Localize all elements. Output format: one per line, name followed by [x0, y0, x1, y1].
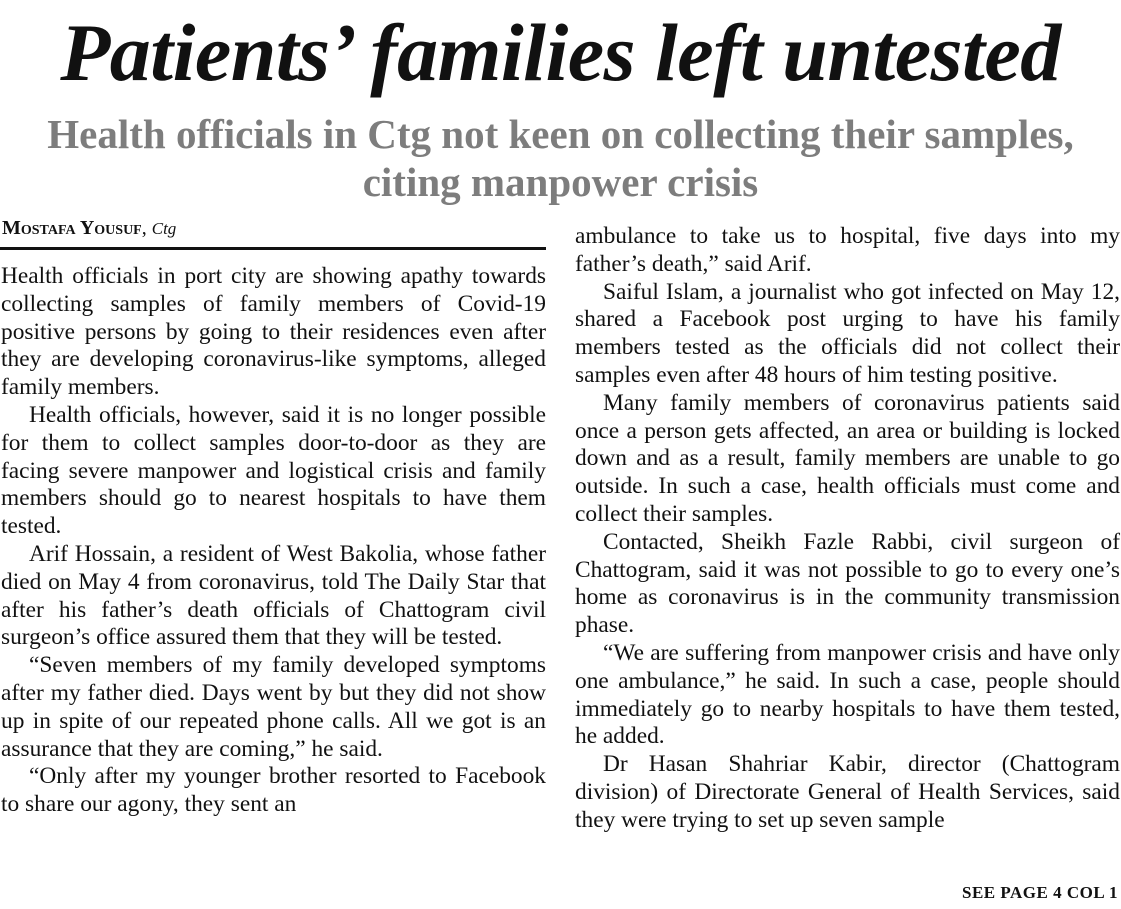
byline-separator: , — [141, 217, 152, 239]
article-column-right — [575, 223, 1120, 835]
paragraph: “Only after my younger brother resorted to Facebook to share our agony, they sent an — [1, 763, 546, 818]
paragraph: Health officials, however, said it is no longer possible for them to collect samples door-to-door as they are facing severe manpower and logistical crisis and family members should go to nearest hospitals to have them tested. — [1, 401, 546, 540]
continuation-jump: SEE PAGE 4 COL 1 — [962, 883, 1118, 902]
paragraph: “We are suffering from manpower crisis and have only one ambulance,” he said. In such a case, people should immediately go to nearby hospitals to have them tested, he added. — [575, 639, 1120, 750]
subheadline: Health officials in Ctg not keen on collecting their samples, citing manpower crisis — [47, 111, 1074, 205]
paragraph: ambulance to take us to hospital, five days into my father’s death,” said Arif. — [575, 223, 1120, 277]
article-column-left — [1, 263, 546, 819]
paragraph: Arif Hossain, a resident of West Bakolia, whose father died on May 4 from coronavirus, told The Daily Star that after his father’s death officials of Chattogram civil surgeon’s office assured them that they will be tested. — [1, 540, 546, 651]
paragraph: Saiful Islam, a journalist who got infected on May 12, shared a Facebook post urging to have his family members tested as the officials did not collect their samples even after 48 hours of him testing positive. — [575, 278, 1120, 388]
paragraph: “Seven members of my family developed symptoms after my father died. Days went by but they did not show up in spite of our repeated phone calls. All we got is an assurance that they are coming,” he said. — [1, 652, 546, 762]
byline-location: Ctg — [151, 219, 177, 238]
byline-rule — [0, 247, 546, 250]
paragraph: Dr Hasan Shahriar Kabir, director (Chattogram division) of Directorate General of Health Services, said they were trying to set up seven sample — [575, 751, 1120, 833]
byline — [2, 216, 176, 241]
paragraph: Many family members of coronavirus patients said once a person gets affected, an area or building is locked down and as a result, family members are unable to go outside. In such a case, health officials must come and collect their samples. — [575, 389, 1120, 527]
paragraph: Health officials in port city are showing apathy towards collecting samples of family members of Covid-19 positive persons by going to their residences even after they are developing coronavirus-like symptoms, alleged family members. — [1, 263, 546, 401]
headline: Patients’ families left untested — [60, 7, 1061, 98]
byline-author: Mostafa Yousuf — [2, 217, 142, 239]
paragraph: Contacted, Sheikh Fazle Rabbi, civil surgeon of Chattogram, said it was not possible to go to every one’s home as coronavirus is in the community transmission phase. — [575, 528, 1120, 639]
